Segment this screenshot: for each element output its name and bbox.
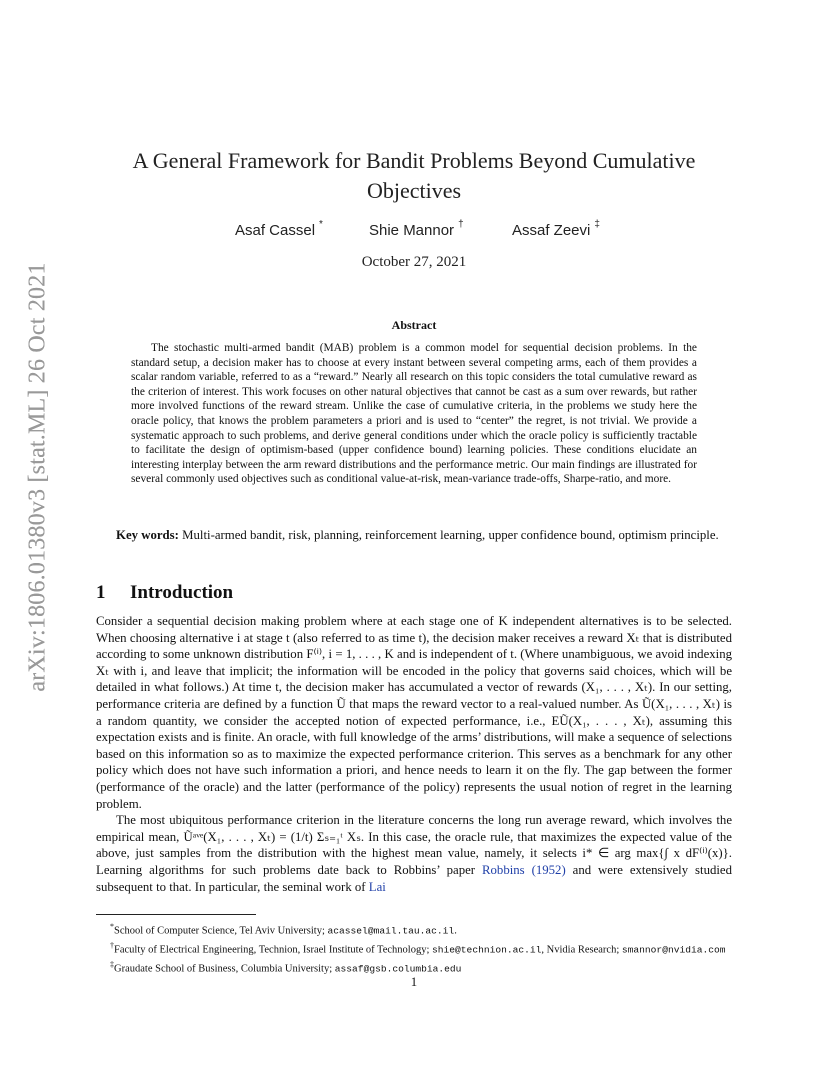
footnote-3: ‡Graudate School of Business, Columbia University; assaf@gsb.columbia.edu [110,959,462,975]
abstract-heading: Abstract [391,318,437,332]
citation-link-robbins[interactable]: Robbins (1952) [482,862,566,877]
author-2: Shie Mannor † [369,219,464,239]
section-number: 1 [96,582,106,603]
page-number: 1 [410,975,418,989]
paragraph-2: The most ubiquitous performance criterion in the literature concerns the long run average reward, which involves the empirical mean, Ũᵃᵛᵉ(X₁, . . . , Xₜ) = (1/t) Σₛ₌₁ᵗ Xₛ. In this case, the oracle rule, that maximizes the expected value of the above, just samples from the distribution with the highest mean value, namely, it selects i* ∈ arg max{∫ x dF⁽ⁱ⁾(x)}. Learning algorithms for such problems date back to Robbins’ paper Robbins (1952) and were extensively studied subsequent to that. In particular, the seminal work of Lai [96,813,733,894]
abstract-text: The stochastic multi-armed bandit (MAB) problem is a common model for sequential decision problems. In the standard setup, a decision maker has to choose at every instant between several competing arms, each of them provides a scalar random variable, referred to as a “reward.” Nearly all research on this topic considers the total cumulative reward as the criterion of interest. This work focuses on other natural objectives that cannot be cast as a sum over rewards, but rather more involved functions of the reward stream. Unlike the case of cumulative criteria, in the problems we study here the oracle policy, that knows the problem parameters a priori and is used to “center” the regret, is not trivial. We provide a systematic approach to such problems, and derive general conditions under which the oracle policy is sufficiently tractable to facilitate the design of optimism-based (upper confidence bound) learning policies. These conditions elucidate an interesting interplay between the arm reward distributions and the performance metric. Our main findings are illustrated for several commonly used objectives such as conditional value-at-risk, mean-variance trade-offs, Sharpe-ratio, and more. [131,342,697,486]
footnote-2: †Faculty of Electrical Engineering, Technion, Israel Institute of Technology; shie@technion.ac.il, Nvidia Research; smannor@nvidia.com [110,940,726,956]
email-link[interactable]: shie@technion.ac.il [432,944,542,956]
keywords-label: Key words: [116,528,179,542]
footnote-1: *School of Computer Science, Tel Aviv University; acassel@mail.tau.ac.il. [110,922,457,937]
footnotes [96,920,732,977]
citation-link-lai[interactable]: Lai [368,879,386,894]
footnote-rule [96,914,256,915]
author-list [0,221,828,245]
body-text [96,613,732,895]
author-3: Assaf Zeevi ‡ [512,219,600,239]
keywords [96,527,732,543]
paragraph-1: Consider a sequential decision making problem where at each stage one of K independent alternatives is to be selected. When choosing alternative i at stage t (also referred to as time t), the decision maker receives a reward Xₜ that is distributed according to some unknown distribution F⁽ⁱ⁾, i = 1, . . . , K and is independent of t. (Where unambiguous, we avoid indexing Xₜ with i, and leave that implicit; the information will be encoded in the policy that governs said choices, which will be detailed in what follows.) At time t, the decision maker has accumulated a vector of rewards (X₁, . . . , Xₜ). In our setting, performance criteria are defined by a function Ũ that maps the reward vector to a real-valued number. As Ũ(X₁, . . . , Xₜ) is a random quantity, we consider the accepted notion of expected performance, i.e., EŨ(X₁, . . . , Xₜ), assuming this expectation exists and is finite. An oracle, with full knowledge of the arms’ distributions, will make a sequence of selections based on this information so as to maximize the expected performance criterion. This serves as a benchmark for any other policy which does not have such information a priori, and hence needs to learn it on the fly. The gap between the former (performance of the oracle) and the latter (performance of the policy) represents the usual notion of regret in the learning problem. [96,614,732,811]
paper-title: A General Framework for Bandit Problems Beyond Cumulative Objectives [132,148,696,203]
section-heading [96,582,732,604]
email-link[interactable]: acassel@mail.tau.ac.il [327,925,455,937]
section-title: Introduction [130,582,234,603]
author-1: Asaf Cassel * [235,219,323,239]
email-link[interactable]: smannor@nvidia.com [621,944,726,956]
paper-date: October 27, 2021 [361,254,467,270]
keywords-text: Multi-armed bandit, risk, planning, reinforcement learning, upper confidence bound, optimism principle. [178,528,719,542]
arxiv-stamp-text: arXiv:1806.01380v3 [stat.ML] 26 Oct 2021 [24,262,51,692]
email-link[interactable]: assaf@gsb.columbia.edu [334,963,462,975]
